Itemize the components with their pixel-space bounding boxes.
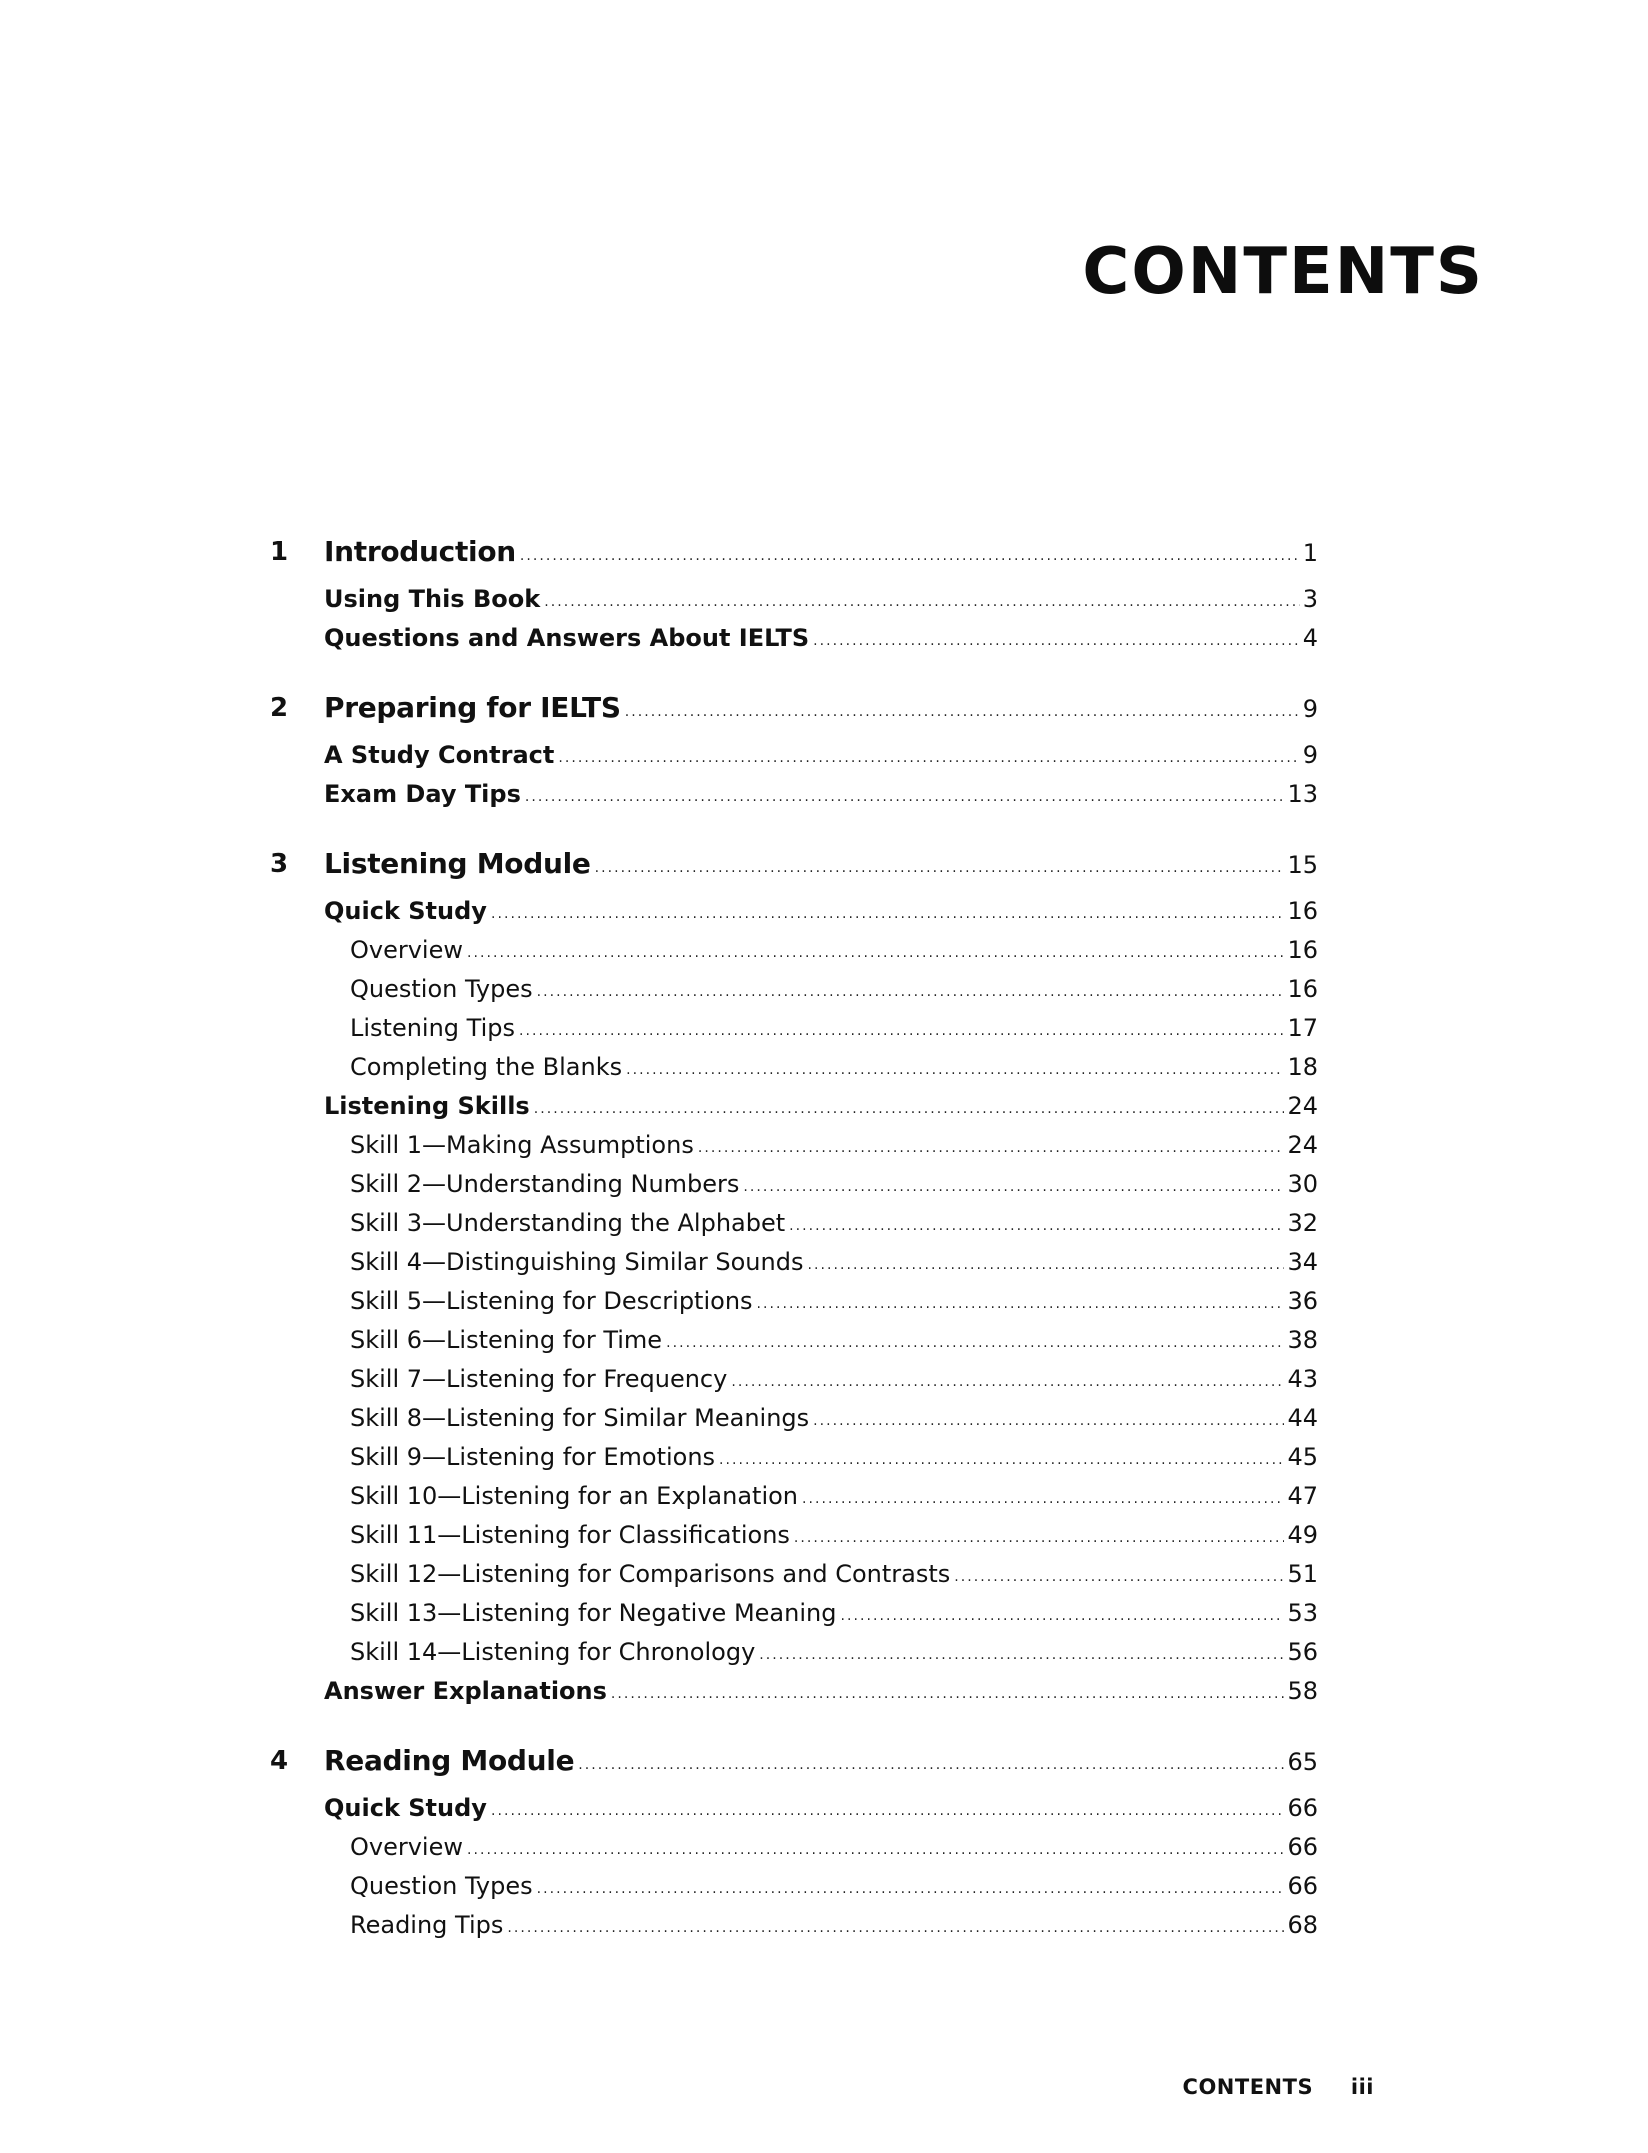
toc-page-number: 51: [1287, 1560, 1318, 1588]
toc-page-number: 24: [1287, 1092, 1318, 1120]
toc-page-number: 44: [1287, 1404, 1318, 1432]
dot-leader: [537, 1870, 1285, 1909]
toc-page-number: 30: [1287, 1170, 1318, 1198]
dot-leader: [840, 1597, 1284, 1636]
toc-subsection-entry[interactable]: [270, 1204, 1318, 1243]
toc-entry-title: Question Types: [350, 1872, 533, 1900]
dot-leader: [625, 690, 1300, 734]
dot-leader: [491, 1792, 1285, 1831]
dot-leader: [519, 1012, 1284, 1051]
toc-entry-title: Using This Book: [324, 585, 541, 613]
dot-leader: [802, 1480, 1284, 1519]
toc-page-number: 66: [1287, 1794, 1318, 1822]
toc-entry-title: Preparing for IELTS: [324, 691, 621, 724]
toc-section-entry[interactable]: [270, 775, 1318, 814]
dot-leader: [789, 1207, 1284, 1246]
toc-entry-title: Skill 12—Listening for Comparisons and Contrasts: [350, 1560, 951, 1588]
toc-subsection-entry[interactable]: [270, 1516, 1318, 1555]
toc-page-number: 56: [1287, 1638, 1318, 1666]
toc-page-number: 49: [1287, 1521, 1318, 1549]
toc-entry-title: Answer Explanations: [324, 1677, 607, 1705]
toc-subsection-entry[interactable]: [270, 1360, 1318, 1399]
toc-page-number: 53: [1287, 1599, 1318, 1627]
toc-page-number: 38: [1287, 1326, 1318, 1354]
toc-page-number: 9: [1302, 741, 1318, 769]
dot-leader: [467, 934, 1284, 973]
toc-subsection-entry[interactable]: [270, 1126, 1318, 1165]
dot-leader: [666, 1324, 1284, 1363]
toc-subsection-entry[interactable]: [270, 1399, 1318, 1438]
toc-page-number: 17: [1287, 1014, 1318, 1042]
dot-leader: [813, 622, 1300, 661]
dot-leader: [698, 1129, 1285, 1168]
toc-subsection-entry[interactable]: [270, 931, 1318, 970]
dot-leader: [794, 1519, 1285, 1558]
toc-subsection-entry[interactable]: [270, 1282, 1318, 1321]
toc-entry-title: Skill 11—Listening for Classifications: [350, 1521, 790, 1549]
toc-entry-title: Skill 3—Understanding the Alphabet: [350, 1209, 786, 1237]
dot-leader: [467, 1831, 1284, 1870]
toc-page-number: 34: [1287, 1248, 1318, 1276]
dot-leader: [537, 973, 1285, 1012]
table-of-contents: [270, 530, 1318, 1945]
toc-entry-title: Listening Tips: [350, 1014, 515, 1042]
toc-page-number: 24: [1287, 1131, 1318, 1159]
toc-page-number: 16: [1287, 936, 1318, 964]
toc-subsection-entry[interactable]: [270, 1555, 1318, 1594]
dot-leader: [520, 534, 1300, 578]
dot-leader: [544, 583, 1300, 622]
chapter-number: 4: [270, 1746, 289, 1776]
toc-entry-title: Listening Module: [324, 847, 591, 880]
toc-entry-title: Skill 10—Listening for an Explanation: [350, 1482, 799, 1510]
toc-entry-title: Quick Study: [324, 1794, 487, 1822]
toc-entry-title: Questions and Answers About IELTS: [324, 624, 810, 652]
toc-chapter-heading[interactable]: [270, 530, 1318, 574]
toc-entry-title: Overview: [350, 936, 463, 964]
toc-entry-title: Skill 4—Distinguishing Similar Sounds: [350, 1248, 804, 1276]
toc-page-number: 16: [1287, 897, 1318, 925]
toc-page-number: 45: [1287, 1443, 1318, 1471]
toc-entry-title: Question Types: [350, 975, 533, 1003]
toc-subsection-entry[interactable]: [270, 1828, 1318, 1867]
toc-chapter: [270, 686, 1318, 814]
toc-page-number: 13: [1287, 780, 1318, 808]
toc-entry-title: Reading Module: [324, 1744, 575, 1777]
toc-page-number: 66: [1287, 1872, 1318, 1900]
toc-page-number: 4: [1302, 624, 1318, 652]
toc-chapter-heading[interactable]: [270, 842, 1318, 886]
toc-section-entry[interactable]: [270, 1672, 1318, 1711]
dot-leader: [534, 1090, 1285, 1129]
dot-leader: [813, 1402, 1284, 1441]
toc-entry-title: Skill 9—Listening for Emotions: [350, 1443, 716, 1471]
toc-page-number: 18: [1287, 1053, 1318, 1081]
toc-subsection-entry[interactable]: [270, 1438, 1318, 1477]
toc-subsection-entry[interactable]: [270, 1477, 1318, 1516]
toc-subsection-entry[interactable]: [270, 1009, 1318, 1048]
toc-page-number: 68: [1287, 1911, 1318, 1939]
toc-section-entry[interactable]: [270, 619, 1318, 658]
dot-leader: [611, 1675, 1285, 1714]
toc-entry-title: Overview: [350, 1833, 463, 1861]
toc-section-entry[interactable]: [270, 736, 1318, 775]
toc-subsection-entry[interactable]: [270, 1048, 1318, 1087]
chapter-number: 2: [270, 693, 289, 723]
toc-page-number: 58: [1287, 1677, 1318, 1705]
chapter-number: 1: [270, 537, 289, 567]
toc-entry-title: Exam Day Tips: [324, 780, 521, 808]
toc-section-entry[interactable]: [270, 1087, 1318, 1126]
toc-subsection-entry[interactable]: [270, 1321, 1318, 1360]
toc-entry-title: Reading Tips: [350, 1911, 504, 1939]
toc-chapter-heading[interactable]: [270, 1739, 1318, 1783]
running-head: CONTENTS: [1182, 2075, 1314, 2099]
dot-leader: [759, 1636, 1284, 1675]
dot-leader: [578, 1743, 1284, 1787]
dot-leader: [507, 1909, 1284, 1948]
toc-page-number: 3: [1302, 585, 1318, 613]
toc-subsection-entry[interactable]: [270, 1594, 1318, 1633]
dot-leader: [731, 1363, 1284, 1402]
toc-chapter: [270, 842, 1318, 1711]
toc-entry-title: Introduction: [324, 535, 516, 568]
toc-entry-title: Completing the Blanks: [350, 1053, 623, 1081]
dot-leader: [719, 1441, 1284, 1480]
page-footer: [1183, 2075, 1374, 2099]
toc-entry-title: Skill 6—Listening for Time: [350, 1326, 663, 1354]
dot-leader: [807, 1246, 1284, 1285]
toc-entry-title: A Study Contract: [324, 741, 555, 769]
toc-entry-title: Listening Skills: [324, 1092, 530, 1120]
toc-entry-title: Skill 7—Listening for Frequency: [350, 1365, 728, 1393]
dot-leader: [491, 895, 1285, 934]
toc-entry-title: Quick Study: [324, 897, 487, 925]
toc-subsection-entry[interactable]: [270, 1867, 1318, 1906]
toc-page-number: 15: [1287, 851, 1318, 879]
toc-page-number: 66: [1287, 1833, 1318, 1861]
page-title: CONTENTS: [1082, 235, 1484, 309]
toc-section-entry[interactable]: [270, 1789, 1318, 1828]
toc-chapter-heading[interactable]: [270, 686, 1318, 730]
toc-chapter: [270, 530, 1318, 658]
dot-leader: [595, 846, 1285, 890]
toc-entry-title: Skill 2—Understanding Numbers: [350, 1170, 740, 1198]
toc-page-number: 36: [1287, 1287, 1318, 1315]
toc-subsection-entry[interactable]: [270, 1243, 1318, 1282]
toc-page-number: 47: [1287, 1482, 1318, 1510]
toc-subsection-entry[interactable]: [270, 970, 1318, 1009]
page-number: iii: [1350, 2075, 1374, 2099]
toc-chapter: [270, 1739, 1318, 1945]
toc-subsection-entry[interactable]: [270, 1906, 1318, 1945]
dot-leader: [626, 1051, 1284, 1090]
toc-page-number: 65: [1287, 1748, 1318, 1776]
dot-leader: [757, 1285, 1285, 1324]
dot-leader: [558, 739, 1299, 778]
dot-leader: [743, 1168, 1284, 1207]
dot-leader: [954, 1558, 1284, 1597]
toc-entry-title: Skill 8—Listening for Similar Meanings: [350, 1404, 810, 1432]
dot-leader: [525, 778, 1285, 817]
toc-entry-title: Skill 5—Listening for Descriptions: [350, 1287, 753, 1315]
toc-section-entry[interactable]: [270, 580, 1318, 619]
toc-page-number: 1: [1302, 539, 1318, 567]
toc-section-entry[interactable]: [270, 892, 1318, 931]
toc-subsection-entry[interactable]: [270, 1165, 1318, 1204]
toc-page-number: 16: [1287, 975, 1318, 1003]
toc-page-number: 9: [1302, 695, 1318, 723]
toc-page-number: 43: [1287, 1365, 1318, 1393]
toc-page-number: 32: [1287, 1209, 1318, 1237]
toc-entry-title: Skill 14—Listening for Chronology: [350, 1638, 756, 1666]
toc-entry-title: Skill 13—Listening for Negative Meaning: [350, 1599, 837, 1627]
toc-subsection-entry[interactable]: [270, 1633, 1318, 1672]
toc-entry-title: Skill 1—Making Assumptions: [350, 1131, 694, 1159]
chapter-number: 3: [270, 849, 289, 879]
